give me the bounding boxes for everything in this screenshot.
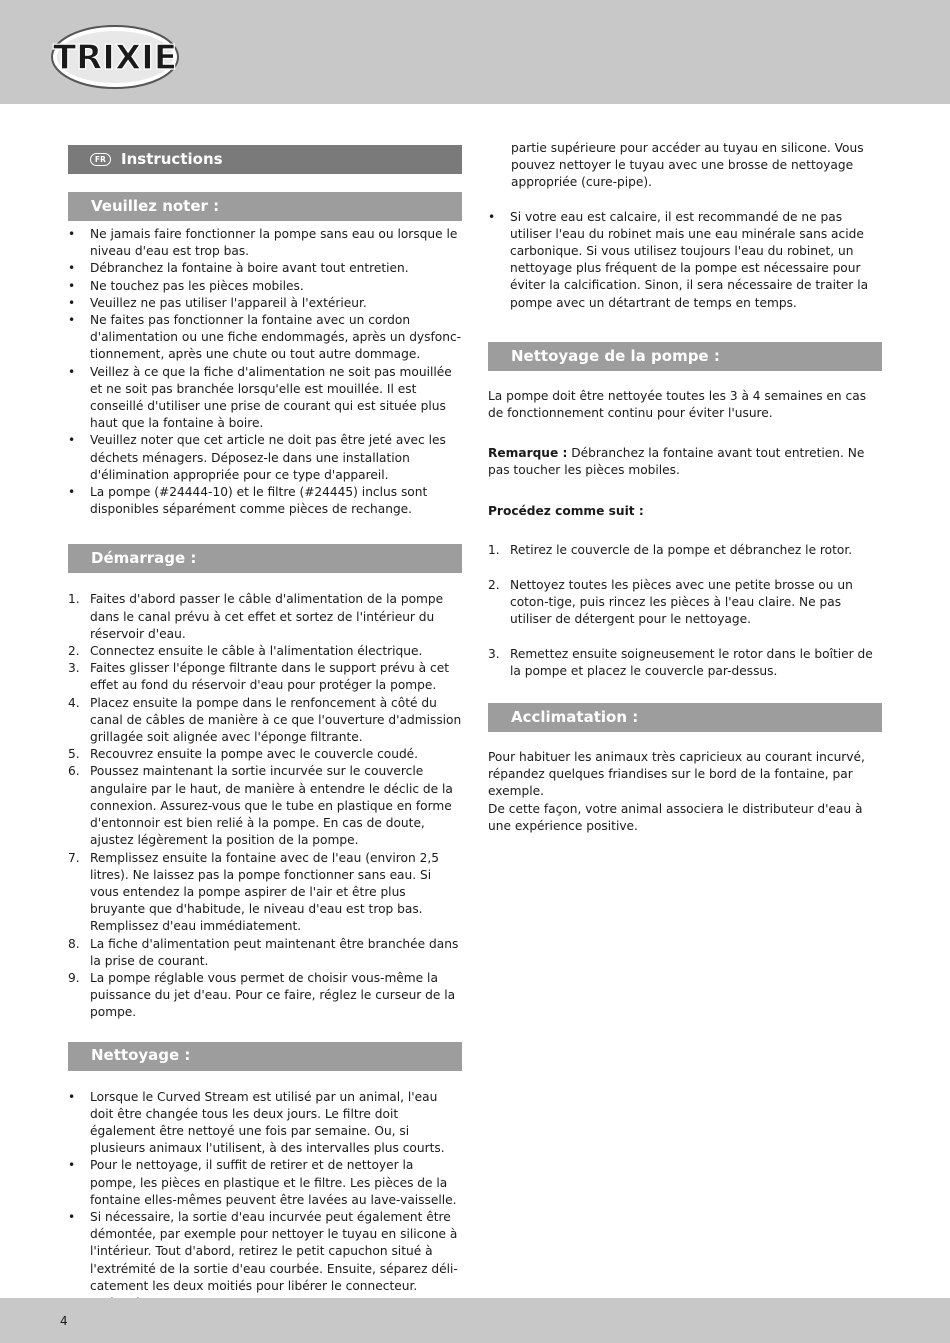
right-column [488,140,882,835]
continuation-list [488,209,882,312]
pump-steps [488,542,882,680]
list-item: • Lorsque le Curved Stream est utilisé par un animal, l'eau doit être changée tous les deux jours. Le filtre doit également être nettoyé une fois par semaine. Ou, si plusieurs animaux l'utilisent, à des intervalles plus courts. [68,1089,462,1158]
acclimation-text: Pour habituer les animaux très capricieux au courant incurvé, répandez quelques friandises sur le bord de la fontaine, par exemple. [488,750,865,799]
list-item [68,746,462,763]
cleaning-title: Nettoyage : [91,1046,191,1065]
section-header-note [68,192,462,221]
list-item [488,577,882,629]
step-number: 5. [68,747,80,762]
list-item [68,850,462,936]
header-band [0,0,950,104]
cleaning-list [68,1089,462,1313]
step-number: 1. [68,592,80,607]
list-item: • Si votre eau est calcaire, il est recommandé de ne pas utiliser l'eau du robinet mais une eau minérale sans acide carbonique. Si vous utilisez toujours l'eau du robinet, un nettoyage plus fréquent de la pompe est nécessaire pour éviter la calcification. Sinon, il sera nécessaire de traiter la pompe avec un détartrant de temps en temps. [488,209,882,312]
list-item [68,643,462,660]
section-header-acclimation [488,703,882,732]
step-number: 4. [68,695,80,710]
pump-cleaning-title: Nettoyage de la pompe : [511,346,720,365]
continuation-text: partie supérieure pour accéder au tuyau en silicone. Vous pouvez nettoyer le tuyau avec une brosse de nettoyage appropriée (cure-pipe). [511,141,864,190]
list-item: • Veuillez ne pas utiliser l'appareil à l'extérieur. [68,295,462,312]
list-item [68,591,462,643]
language-badge: FR [90,153,111,166]
list-item: • Si nécessaire, la sortie d'eau incurvée peut également être démontée, par exemple pour nettoyer le tuyau en silicone à l'intérieur. Tout d'abord, retirez le petit capuchon situé à l'extrémité de la sortie d'eau courbée. Ensuite, séparez délicatement les deux moitiés pour libérer le connecteur. [68,1209,462,1312]
list-item [488,542,882,559]
section-header-start [68,544,462,573]
list-item [68,970,462,1022]
pump-cleaning-intro: La pompe doit être nettoyée toutes les 3 à 4 semaines en cas de fonctionnement continu pour éviter l'usure. [488,388,867,421]
step-text: Connectez ensuite le câble à l'alimentation électrique. [90,644,423,659]
remark-paragraph [488,445,882,479]
list-item: • Pour le nettoyage, il suffit de retirer et de nettoyer la pompe, les pièces en plastique et le filtre. Les pièces de la fontaine elles-mêmes peuvent être lavées au lave-vaisselle. [68,1157,462,1209]
step-text: Placez ensuite la pompe dans le renfoncement à côté du canal de câbles de manière à ce que l'ouverture d'admission grillagée soit alignée avec l'éponge filtrante. [90,695,462,745]
page-number: 4 [60,1314,68,1328]
section-header-cleaning [68,1042,462,1071]
remark-text: Débranchez la fontaine avant tout entretien. Ne pas toucher les pièces mobiles. [488,446,865,478]
step-number: 3. [68,661,80,676]
instructions-title: Instructions [121,149,223,168]
logo-text: TRIXIE [52,38,178,78]
step-text: Remplissez ensuite la fontaine avec de l'eau (environ 2,5 litres). Ne laissez pas la pompe fonctionner sans eau. Si vous entendez la pompe aspirer de l'air et être plus bruyante que d'habitude, le niveau d'eau est trop bas. Remplissez d'eau immédiatement. [90,850,439,934]
left-column [68,140,462,1312]
step-text: Retirez le couvercle de la pompe et débranchez le rotor. [510,542,853,557]
step-text: Nettoyez toutes les pièces avec une petite brosse ou un coton-tige, puis rincez les pièces à l'eau claire. Ne pas utiliser de détergent pour le nettoyage. [510,578,853,627]
list-item: • Veillez à ce que la fiche d'alimentation ne soit pas mouillée et ne soit pas branchée lorsqu'elle est mouillée. Il est conseillé d'utiliser une prise de courant qui est située plus haut que la fontaine à boire. [68,364,462,433]
trixie-logo [50,24,180,90]
footer-band [0,1298,950,1343]
step-text: La pompe réglable vous permet de choisir vous-même la puissance du jet d'eau. Pour ce faire, réglez le curseur de la pompe. [90,970,456,1020]
start-steps [68,591,462,1021]
step-number: 9. [68,970,80,985]
list-item: • Veuillez noter que cet article ne doit pas être jeté avec les déchets ménagers. Déposez-le dans une installation d'élimination appropriée pour ce type d'appareil. [68,432,462,484]
procedure-label: Procédez comme suit : [488,503,644,518]
list-item: • Ne touchez pas les pièces mobiles. [68,278,462,295]
list-item [68,936,462,970]
acclimation-text-2: De cette façon, votre animal associera le distributeur d'eau à une expérience positive. [488,801,863,833]
list-item [68,763,462,849]
start-title: Démarrage : [91,549,197,568]
acclimation-title: Acclimatation : [511,707,639,726]
step-text: Faites glisser l'éponge filtrante dans le support prévu à cet effet au fond du réservoir d'eau pour protéger la pompe. [90,661,449,693]
list-item: • La pompe (#24444-10) et le filtre (#24445) inclus sont disponibles séparément comme pièces de rechange. [68,484,462,518]
instructions-header [68,145,462,174]
step-number: 6. [68,764,80,779]
list-item: • Ne jamais faire fonctionner la pompe sans eau ou lorsque le niveau d'eau est trop bas. [68,226,462,260]
step-text: Faites d'abord passer le câble d'alimentation de la pompe dans le canal prévu à cet effet et sortez de l'intérieur du réservoir d'eau. [90,592,444,641]
list-item: • Ne faites pas fonctionner la fontaine avec un cordon d'alimentation ou une fiche endommagés, après un dysfonctionnement, après une chute ou tout autre dommage. [68,312,462,364]
note-title: Veuillez noter : [91,196,220,215]
step-number: 2. [488,578,500,593]
step-text: La fiche d'alimentation peut maintenant être branchée dans la prise de courant. [90,936,459,968]
list-item: • Débranchez la fontaine à boire avant tout entretien. [68,260,462,277]
list-item [68,660,462,694]
list-item [68,695,462,747]
step-number: 8. [68,936,80,951]
section-header-pump-cleaning [488,342,882,371]
remark-label: Remarque : [488,446,568,461]
step-text: Recouvrez ensuite la pompe avec le couvercle coudé. [90,747,419,762]
step-text: Poussez maintenant la sortie incurvée sur le couvercle angulaire par le haut, de manière à entendre le déclic de la connexion. Assurez-vous que le tube en plastique en forme d'entonnoir est bien relié à la pompe. En cas de doute, ajustez légèrement la position de la pompe. [90,764,453,848]
step-number: 7. [68,850,80,865]
note-list [68,226,462,518]
list-item [488,646,882,680]
step-number: 1. [488,542,500,557]
step-text: Remettez ensuite soigneusement le rotor dans le boîtier de la pompe et placez le couvercle par-dessus. [510,646,873,678]
step-number: 3. [488,646,500,661]
step-number: 2. [68,644,80,659]
